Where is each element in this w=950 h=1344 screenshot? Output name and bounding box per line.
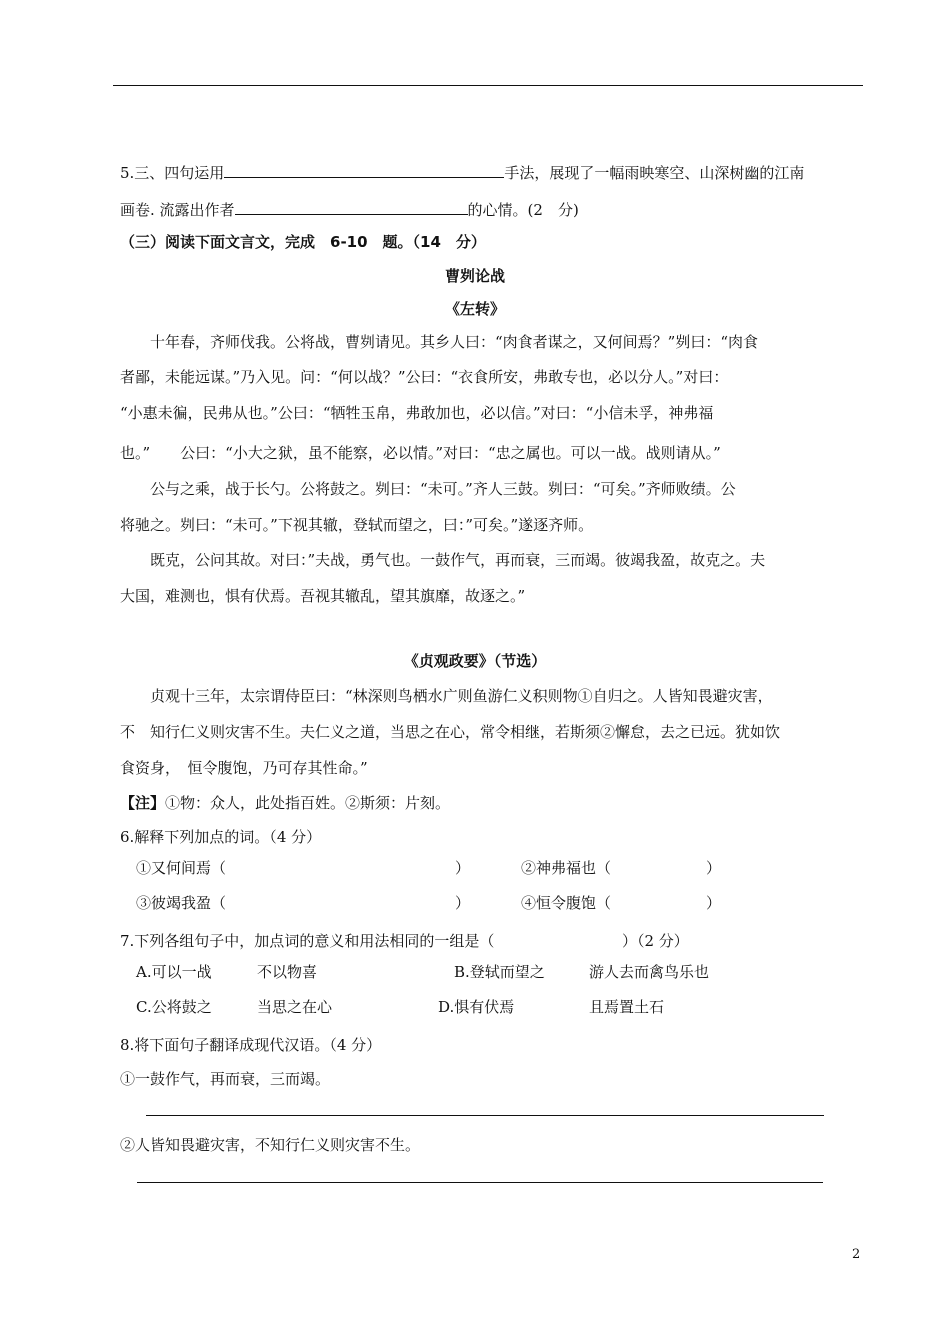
q7-option-b: B.登轼而望之	[454, 963, 545, 981]
q6-item-2: ②神弗福也（	[521, 859, 612, 877]
q8-sentence-2: ②人皆知畏避灾害，不知行仁义则灾害不生。	[120, 1136, 421, 1154]
passage1-line: 既克，公问其故。对曰：”夫战，勇气也。一鼓作气，再而衰，三而竭。彼竭我盈，故克之。夫	[120, 551, 766, 569]
passage1-line: 十年春，齐师伐我。公将战，曹刿请见。其乡人曰：“肉食者谋之，又何间焉？”刿曰：“肉食	[120, 333, 759, 351]
q6-prompt: 6.解释下列加点的词。（4 分）	[120, 828, 322, 846]
passage1-line: 公与之乘，战于长勺。公将鼓之。刿曰：“未可。”齐人三鼓。刿曰：“可矣。”齐师败绩。公	[120, 480, 736, 498]
passage2-line: 贞观十三年，太宗谓侍臣曰：“林深则鸟栖水广则鱼游仁义积则物①自归之。人皆知畏避灾害，	[120, 687, 773, 705]
q7-option-d-pair: 且焉置土石	[589, 998, 665, 1016]
q6-item-3-close: ）	[455, 894, 471, 912]
q5-text-b: 手法，展现了一幅雨映寒空、山深树幽的江南	[504, 164, 805, 182]
q7-option-c: C.公将鼓之	[136, 998, 212, 1016]
passage1-source: 《左转》	[444, 300, 505, 318]
q8-answer-line-2[interactable]	[137, 1182, 823, 1183]
q5-blank-technique[interactable]	[224, 161, 504, 178]
q6-item-1-close: ）	[455, 859, 471, 877]
q7-option-a-pair: 不以物喜	[257, 963, 318, 981]
q6-item-4-close: ）	[706, 894, 722, 912]
passage1-title: 曹刿论战	[444, 267, 505, 285]
passage1-line: “小惠未徧，民弗从也。”公曰：“牺牲玉帛，弗敢加也，必以信。”对曰：“小信未孚，神弗福	[120, 404, 714, 422]
passage1-line: 将驰之。刿曰：“未可。”下视其辙，登轼而望之，曰：”可矣。”遂逐齐师。	[120, 516, 594, 534]
passage1-line: 者鄙，未能远谋。”乃入见。问：“何以战？”公曰：“衣食所安，弗敢专也，必以分人。”对曰：	[120, 368, 729, 386]
header-rule	[113, 85, 863, 86]
q5-text-d: 的心情。(2 分)	[467, 201, 579, 219]
passage2-line: 食资身， 恒令腹饱，乃可存其性命。”	[120, 759, 368, 777]
passage2-title: 《贞观政要》（节选）	[403, 652, 547, 670]
q8-sentence-1: ①一鼓作气，再而衰，三而竭。	[120, 1070, 331, 1088]
passage2-note	[120, 792, 450, 813]
q8-prompt: 8.将下面句子翻译成现代汉语。（4 分）	[120, 1036, 382, 1054]
q5-text-c: 画卷. 流露出作者	[120, 201, 235, 219]
passage2-line: 不 知行仁义则灾害不生。夫仁义之道，当思之在心，常令相继，若斯须②懈怠，去之已远。犹如饮	[120, 723, 781, 741]
q6-item-3: ③彼竭我盈（	[136, 894, 227, 912]
passage1-line: 大国，难测也，惧有伏焉。吾视其辙乱，望其旗靡，故逐之。”	[120, 587, 526, 605]
q7-prompt-b: ）（2 分）	[622, 932, 689, 950]
q7-option-a: A.可以一战	[136, 963, 212, 981]
q7-option-c-pair: 当思之在心	[257, 998, 333, 1016]
q6-item-2-close: ）	[706, 859, 722, 877]
passage1-line: 也。” 公曰：“小大之狱，虽不能察，必以情。”对曰：“忠之属也。可以一战。战则请从。”	[120, 444, 721, 462]
page-number: 2	[852, 1247, 861, 1262]
q6-item-4: ④恒令腹饱（	[521, 894, 612, 912]
q5-line-2	[120, 198, 579, 220]
section-3-heading: （三）阅读下面文言文，完成 6-10 题。（14 分）	[120, 233, 486, 251]
q7-prompt-a: 7.下列各组句子中，加点词的意义和用法相同的一组是（	[120, 932, 495, 950]
q5-line-1	[120, 161, 804, 183]
q7-option-d: D.惧有伏焉	[438, 998, 515, 1016]
q8-answer-line-1[interactable]	[146, 1115, 824, 1116]
q5-blank-feeling[interactable]	[235, 198, 468, 215]
q6-item-1: ①又何间焉（	[136, 859, 227, 877]
q5-text-a: 5.三、四句运用	[120, 164, 225, 182]
q7-option-b-pair: 游人去而禽鸟乐也	[589, 963, 710, 981]
note-label: 【注】	[120, 794, 166, 812]
note-text: ①物：众人，此处指百姓。②斯须：片刻。	[165, 794, 451, 812]
